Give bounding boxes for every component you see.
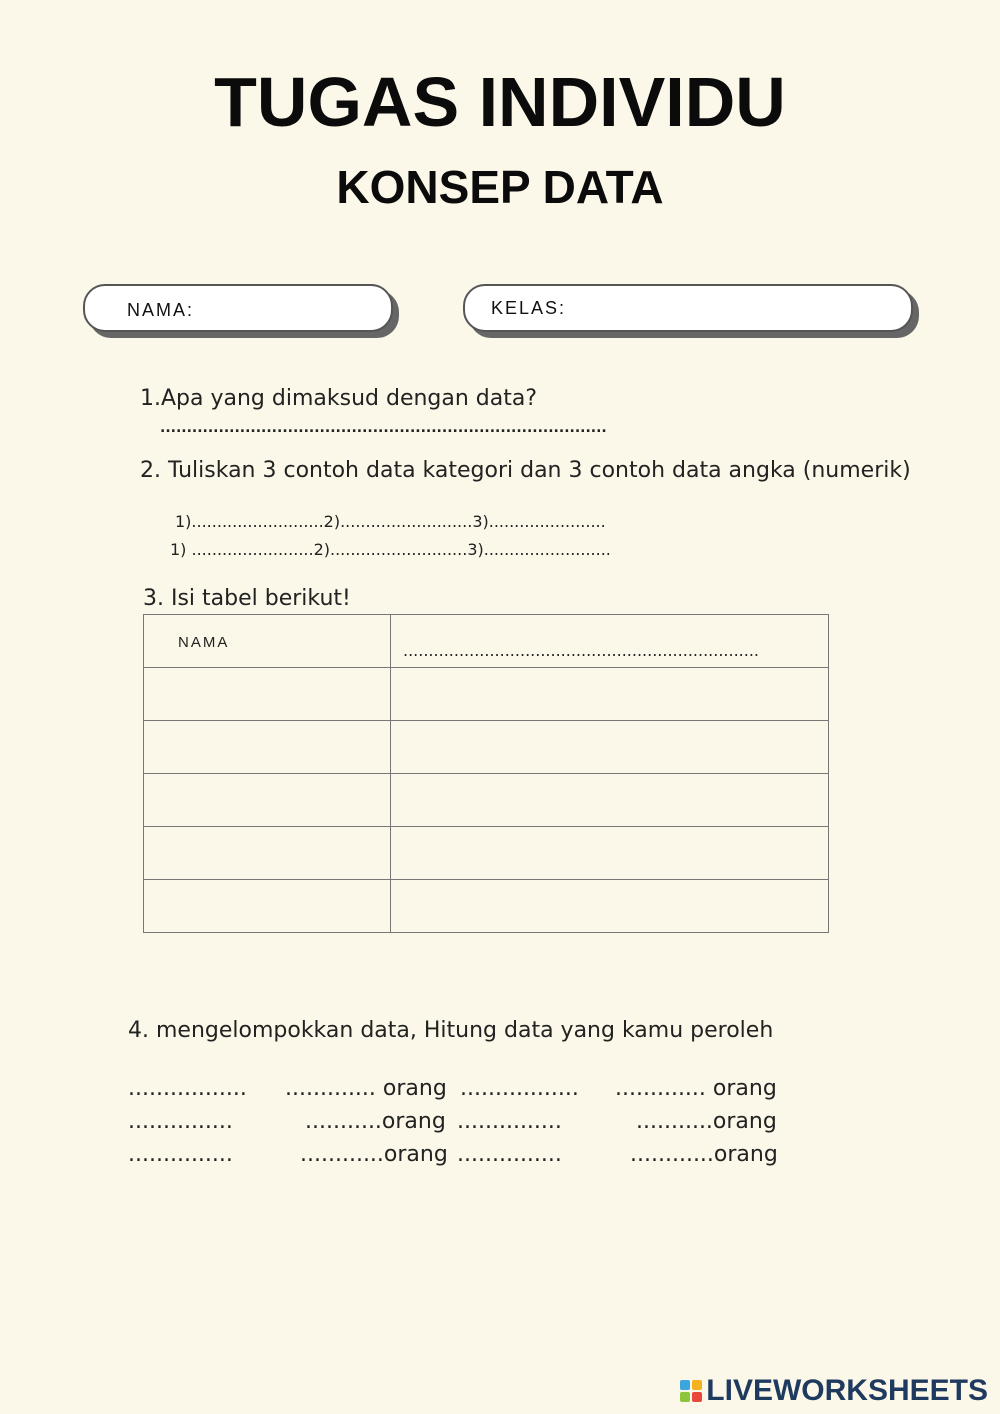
- page-subtitle: KONSEP DATA: [336, 161, 664, 213]
- logo-text: LIVEWORKSHEETS: [706, 1374, 988, 1407]
- q4-r2-c2[interactable]: ...........orang: [305, 1109, 446, 1134]
- table-row: [144, 774, 829, 827]
- q4-r3-c1[interactable]: ...............: [128, 1142, 233, 1167]
- nama-label: NAMA:: [127, 300, 195, 320]
- question-1: 1.Apa yang dimaksud dengan data?: [140, 386, 538, 411]
- question-3: 3. Isi tabel berikut!: [143, 586, 351, 611]
- q4-r2-c1[interactable]: ...............: [128, 1109, 233, 1134]
- kelas-field[interactable]: [463, 284, 913, 332]
- answer-table: [143, 614, 829, 933]
- q4-r3-c4[interactable]: ............orang: [630, 1142, 778, 1167]
- q4-r2-c4[interactable]: ...........orang: [636, 1109, 777, 1134]
- table-header-nama: [144, 615, 391, 668]
- q4-r1-c3[interactable]: .................: [460, 1076, 579, 1101]
- question-2: 2. Tuliskan 3 contoh data kategori dan 3 contoh data angka (numerik): [140, 458, 911, 483]
- q4-r1-c2[interactable]: ............. orang: [285, 1076, 447, 1101]
- q4-r2-c3[interactable]: ...............: [457, 1109, 562, 1134]
- q4-r3-c2[interactable]: ............orang: [300, 1142, 448, 1167]
- table-header-value[interactable]: [391, 615, 829, 668]
- question-2-answer-line-1[interactable]: 1)..........................2)..........................3).......................: [175, 512, 606, 531]
- liveworksheets-logo: [680, 1374, 988, 1408]
- table-header-nama-label: NAMA: [178, 633, 230, 651]
- table-header-dots: ......................................................................: [403, 640, 760, 660]
- table-cell[interactable]: [144, 774, 391, 827]
- nama-field[interactable]: [83, 284, 393, 332]
- q4-r3-c3[interactable]: ...............: [457, 1142, 562, 1167]
- table-row: [144, 668, 829, 721]
- q4-r1-c1[interactable]: .................: [128, 1076, 247, 1101]
- table-cell[interactable]: [144, 880, 391, 933]
- question-2-answer-line-2[interactable]: 1) ........................2)...........................3).........................: [170, 540, 611, 559]
- question-4: 4. mengelompokkan data, Hitung data yang kamu peroleh: [128, 1018, 774, 1043]
- table-header-row: [144, 615, 829, 668]
- table-cell[interactable]: [391, 668, 829, 721]
- logo-mark-icon: [680, 1380, 702, 1402]
- table-cell[interactable]: [391, 880, 829, 933]
- q4-r1-c4[interactable]: ............. orang: [615, 1076, 777, 1101]
- table-row: [144, 880, 829, 933]
- table-cell[interactable]: [391, 774, 829, 827]
- table-row: [144, 721, 829, 774]
- kelas-label: KELAS:: [491, 298, 567, 318]
- table-cell[interactable]: [391, 721, 829, 774]
- table-cell[interactable]: [391, 827, 829, 880]
- question-1-answer-line[interactable]: ....................................................................................: [160, 420, 607, 436]
- table-cell[interactable]: [144, 668, 391, 721]
- page-title: TUGAS INDIVIDU: [214, 63, 786, 141]
- table-cell[interactable]: [144, 721, 391, 774]
- table-row: [144, 827, 829, 880]
- table-cell[interactable]: [144, 827, 391, 880]
